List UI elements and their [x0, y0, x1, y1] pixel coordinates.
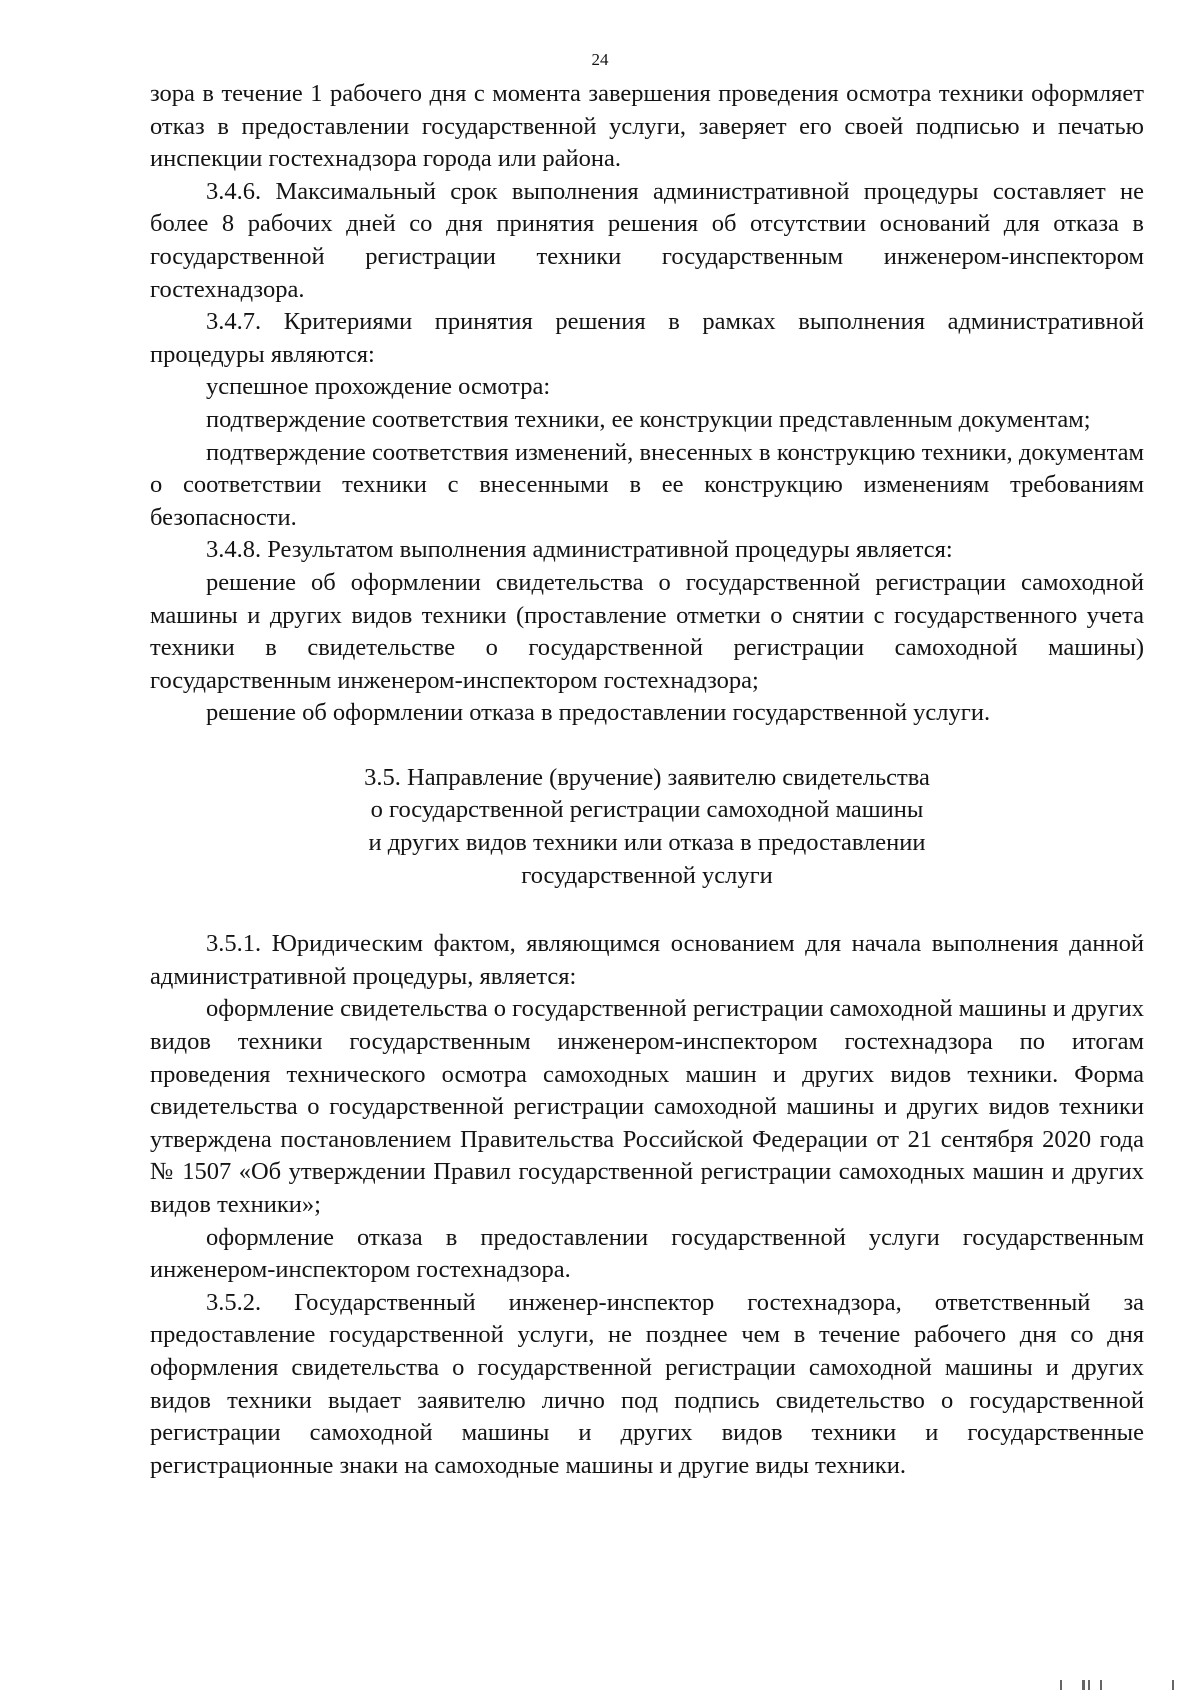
heading-line: 3.5. Направление (вручение) заявителю свидетельства	[364, 763, 930, 791]
criteria-item-changes: подтверждение соответствия изменений, внесенных в конструкцию техники, документам о соответствии техники с внесенными в ее конструкцию изменениям требованиям безопасности.	[150, 438, 1144, 531]
section-heading-3-5	[297, 762, 997, 892]
criteria-item-inspection: успешное прохождение осмотра:	[206, 373, 551, 401]
paragraph-3-5-2: 3.5.2. Государственный инженер-инспектор гостехнадзора, ответственный за предоставление государственной услуги, не позднее чем в течение рабочего дня со дня оформления свидетельства о государственной регистрации самоходной машины и других видов техники выдает заявителю лично под подпись свидетельство о государственной регистрации самоходной машины и других видов техники и государственные регистрационные знаки на самоходные машины и другие виды техники.	[150, 1288, 1144, 1479]
paragraph-3-4-7: 3.4.7. Критериями принятия решения в рамках выполнения административной процедуры являются:	[150, 308, 1144, 368]
paragraph-3-5-1: 3.5.1. Юридическим фактом, являющимся основанием для начала выполнения данной административной процедуры, является:	[150, 930, 1144, 990]
document-body	[150, 78, 1144, 1482]
heading-line: государственной услуги	[521, 861, 773, 889]
paragraph-continuation: зора в течение 1 рабочего дня с момента завершения проведения осмотра техники оформляет отказ в предоставлении государственной услуги, заверяет его своей подписью и печатью инспекции гостехнадзора города или района.	[150, 80, 1144, 173]
scan-artifact	[1100, 1680, 1102, 1690]
criteria-item-documents: подтверждение соответствия техники, ее конструкции представленным документам;	[206, 405, 1091, 433]
heading-line: и других видов техники или отказа в предоставлении	[368, 829, 926, 857]
basis-item-refusal: оформление отказа в предоставлении государственной услуги государственным инженером-инспектором гостехнадзора.	[150, 1223, 1144, 1284]
page-number: 24	[591, 50, 609, 69]
scan-artifact	[1082, 1680, 1085, 1690]
paragraph-3-4-8: 3.4.8. Результатом выполнения административной процедуры является:	[206, 536, 953, 564]
heading-line: о государственной регистрации самоходной машины	[370, 796, 924, 824]
result-item-certificate: решение об оформлении свидетельства о государственной регистрации самоходной машины и других видов техники (проставление отметки о снятии с государственного учета техники в свидетельстве о государственной регистрации самоходной машины) государственным инженером-инспектором гостехнадзора;	[150, 568, 1144, 694]
scan-artifact	[1088, 1680, 1090, 1690]
scan-artifact	[1060, 1680, 1062, 1690]
basis-item-certificate: оформление свидетельства о государственной регистрации самоходной машины и других видов техники государственным инженером-инспектором гостехнадзора по итогам проведения технического осмотра самоходных машин и других видов техники. Форма свидетельства о государственной регистрации самоходной машины и других видов техники утверждена постановлением Правительства Российской Федерации от 21 сентября 2020 года № 1507 «Об утверждении Правил государственной регистрации самоходных машин и других видов техники»;	[150, 995, 1144, 1218]
paragraph-3-4-6: 3.4.6. Максимальный срок выполнения административной процедуры составляет не более 8 рабочих дней со дня принятия решения об отсутствии оснований для отказа в государственной регистрации техники государственным инженером-инспектором гостехнадзора.	[150, 177, 1144, 303]
scan-artifact	[1172, 1680, 1174, 1690]
result-item-refusal: решение об оформлении отказа в предоставлении государственной услуги.	[206, 699, 991, 727]
